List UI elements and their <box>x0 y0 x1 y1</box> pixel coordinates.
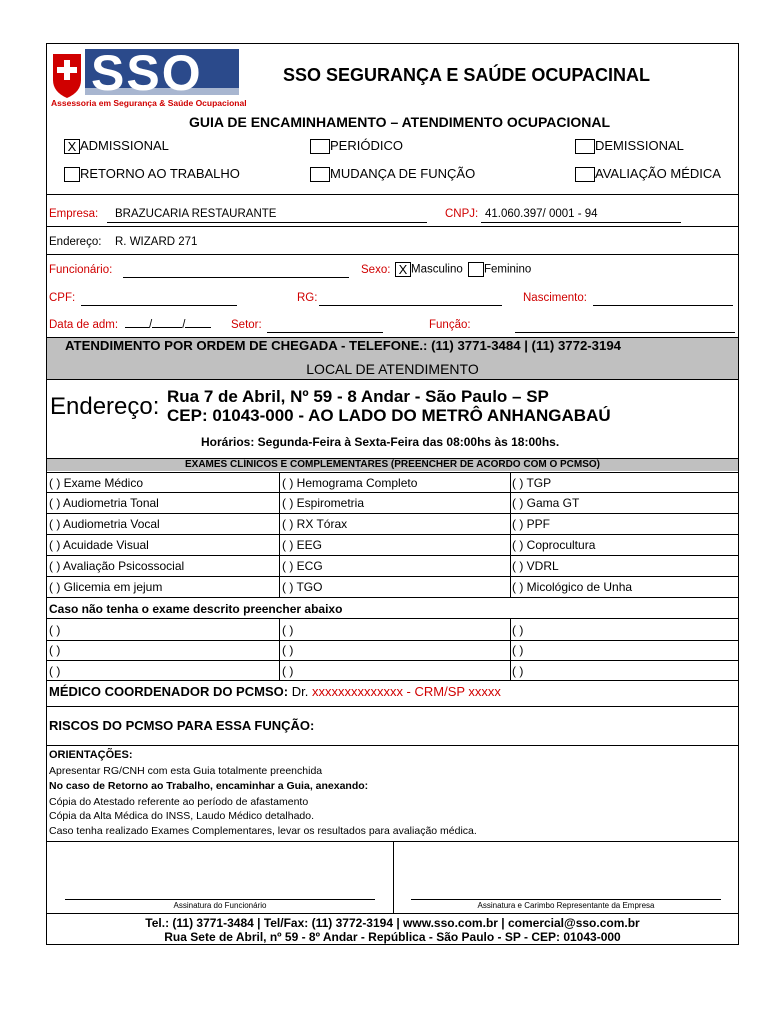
type-checkbox[interactable] <box>64 167 80 182</box>
setor-label: Setor: <box>231 319 262 331</box>
exam-item[interactable]: ( ) Espirometria <box>282 496 365 510</box>
blank-exam[interactable]: ( ) <box>49 664 61 678</box>
exam-item[interactable]: ( ) ECG <box>282 559 323 573</box>
exam-item[interactable]: ( ) VDRL <box>512 559 559 573</box>
exam-item[interactable]: ( ) Audiometria Tonal <box>49 496 159 510</box>
type-label: DEMISSIONAL <box>595 138 684 153</box>
blank-exam[interactable]: ( ) <box>49 643 61 657</box>
empresa-field[interactable]: BRAZUCARIA RESTAURANTE <box>115 208 277 220</box>
type-demissional[interactable] <box>575 138 684 154</box>
type-label: RETORNO AO TRABALHO <box>80 166 240 181</box>
exam-item[interactable]: ( ) Coprocultura <box>512 538 596 552</box>
exam-item[interactable]: ( ) PPF <box>512 517 550 531</box>
empresa-label: Empresa: <box>49 208 99 220</box>
date-sep: / <box>149 319 153 331</box>
blank-exam[interactable]: ( ) <box>512 623 524 637</box>
local-title: LOCAL DE ATENDIMENTO <box>306 361 479 377</box>
other-exams-label: Caso não tenha o exame descrito preencher abaixo <box>49 602 343 616</box>
exam-item[interactable]: ( ) TGO <box>282 580 323 594</box>
address-line1: Rua 7 de Abril, Nº 59 - 8 Andar - São Paulo – SP <box>167 387 549 406</box>
type-checkbox[interactable] <box>310 139 330 154</box>
address-endereco-label: Endereço: <box>50 393 160 420</box>
exam-item[interactable]: ( ) EEG <box>282 538 323 552</box>
data-adm-label: Data de adm: <box>49 319 119 331</box>
footer-line1: Tel.: (11) 3771-3484 | Tel/Fax: (11) 3772-3194 | www.sso.com.br | comercial@sso.com.br <box>145 916 640 930</box>
orientacao-line: Cópia do Atestado referente ao período de afastamento <box>49 796 309 808</box>
exam-item[interactable]: ( ) Micológico de Unha <box>512 580 633 594</box>
sso-logo <box>51 45 247 110</box>
exam-item[interactable]: ( ) Gama GT <box>512 496 580 510</box>
exam-item[interactable]: ( ) Avaliação Psicossocial <box>49 559 185 573</box>
type-checkbox[interactable] <box>310 167 330 182</box>
nascimento-field[interactable] <box>593 305 733 306</box>
type-label: MUDANÇA DE FUNÇÃO <box>330 166 476 181</box>
type-checkbox[interactable] <box>575 139 595 154</box>
logo-text: SSO <box>91 45 203 101</box>
rg-field[interactable] <box>319 305 502 306</box>
exam-item[interactable]: ( ) Exame Médico <box>49 476 144 490</box>
nascimento-label: Nascimento: <box>523 292 587 304</box>
type-checkbox[interactable] <box>575 167 595 182</box>
blank-exam[interactable]: ( ) <box>282 664 294 678</box>
funcionario-field[interactable] <box>123 277 349 278</box>
exam-item[interactable]: ( ) Hemograma Completo <box>282 476 418 490</box>
blank-exam[interactable]: ( ) <box>282 623 294 637</box>
signature-funcionario-label: Assinatura do Funcionário <box>173 901 267 910</box>
type-label: PERIÓDICO <box>330 138 403 153</box>
feminino-label: Feminino <box>483 263 532 276</box>
footer-line2: Rua Sete de Abril, nº 59 - 8º Andar - República - São Paulo - SP - CEP: 01043-000 <box>164 930 621 944</box>
feminino-checkbox[interactable] <box>468 262 484 277</box>
funcao-label: Função: <box>429 319 471 331</box>
riscos-label: RISCOS DO PCMSO PARA ESSA FUNÇÃO: <box>49 718 315 733</box>
type-avaliacao[interactable] <box>575 166 721 182</box>
signature-funcionario-line[interactable] <box>65 899 375 900</box>
signature-empresa-line[interactable] <box>411 899 721 900</box>
type-periodico[interactable] <box>310 138 403 154</box>
type-label: ADMISSIONAL <box>80 138 169 153</box>
funcionario-label: Funcionário: <box>49 264 113 276</box>
blank-exam[interactable]: ( ) <box>512 664 524 678</box>
data-adm-field[interactable] <box>125 319 211 331</box>
orientacao-line: Caso tenha realizado Exames Complementares, levar os resultados para avaliação médica. <box>49 825 477 837</box>
setor-field[interactable] <box>267 332 383 333</box>
rg-label: RG: <box>297 292 318 304</box>
type-label: AVALIAÇÃO MÉDICA <box>595 166 721 181</box>
exam-item[interactable]: ( ) TGP <box>512 476 552 490</box>
company-title: SSO SEGURANÇA E SAÚDE OCUPACINAL <box>283 65 651 85</box>
sexo-label: Sexo: <box>361 264 391 276</box>
medico-label: MÉDICO COORDENADOR DO PCMSO: <box>49 684 289 699</box>
masculino-label: Masculino <box>411 263 463 276</box>
orientacao-line: No caso de Retorno ao Trabalho, encaminhar a Guia, anexando: <box>49 780 369 792</box>
blank-exam[interactable]: ( ) <box>282 643 294 657</box>
referral-form <box>46 43 739 945</box>
exam-item[interactable]: ( ) Glicemia em jejum <box>49 580 163 594</box>
cnpj-field[interactable]: 41.060.397/ 0001 - 94 <box>485 208 598 220</box>
endereco-field[interactable]: R. WIZARD 271 <box>115 236 198 248</box>
exam-item[interactable]: ( ) Acuidade Visual <box>49 538 149 552</box>
medico-value[interactable]: xxxxxxxxxxxxxx - CRM/SP xxxxx <box>311 684 501 699</box>
signature-empresa-label: Assinatura e Carimbo Representante da Empresa <box>477 901 655 910</box>
funcao-field[interactable] <box>515 332 735 333</box>
type-mudanca[interactable] <box>310 166 475 182</box>
form-title: GUIA DE ENCAMINHAMENTO – ATENDIMENTO OCUPACIONAL <box>189 114 611 130</box>
exam-item[interactable]: ( ) Audiometria Vocal <box>49 517 160 531</box>
cpf-field[interactable] <box>81 305 237 306</box>
cpf-label: CPF: <box>49 292 76 304</box>
masculino-checkbox[interactable]: X <box>395 262 411 277</box>
endereco-label: Endereço: <box>49 236 102 248</box>
exam-item[interactable]: ( ) RX Tórax <box>282 517 348 531</box>
logo-tagline: Assessoria em Segurança & Saúde Ocupacional <box>51 98 247 108</box>
sexo-options <box>395 262 531 277</box>
blank-exam[interactable]: ( ) <box>49 623 61 637</box>
type-checkbox[interactable]: X <box>64 139 80 154</box>
exames-header: EXAMES CLÍNICOS E COMPLEMENTARES (PREENCHER DE ACORDO COM O PCMSO) <box>184 459 601 470</box>
cnpj-label: CNPJ: <box>445 208 479 220</box>
type-retorno[interactable] <box>64 166 240 182</box>
orientacao-line: Cópia da Alta Médica do INSS, Laudo Médico detalhado. <box>49 810 315 822</box>
type-admissional[interactable] <box>64 138 169 154</box>
address-line2: CEP: 01043-000 - AO LADO DO METRÔ ANHANGABAÚ <box>167 406 611 425</box>
orientacoes-title: ORIENTAÇÕES: <box>49 749 133 761</box>
medico-dr: Dr. <box>291 684 309 699</box>
medico-row <box>49 684 501 699</box>
horarios: Horários: Segunda-Feira à Sexta-Feira das 08:00hs às 18:00hs. <box>201 435 560 449</box>
blank-exam[interactable]: ( ) <box>512 643 524 657</box>
date-sep: / <box>182 319 186 331</box>
orientacao-line: Apresentar RG/CNH com esta Guia totalmente preenchida <box>49 765 323 777</box>
atendimento-banner: ATENDIMENTO POR ORDEM DE CHEGADA - TELEFONE.: (11) 3771-3484 | (11) 3772-3194 <box>65 338 622 353</box>
